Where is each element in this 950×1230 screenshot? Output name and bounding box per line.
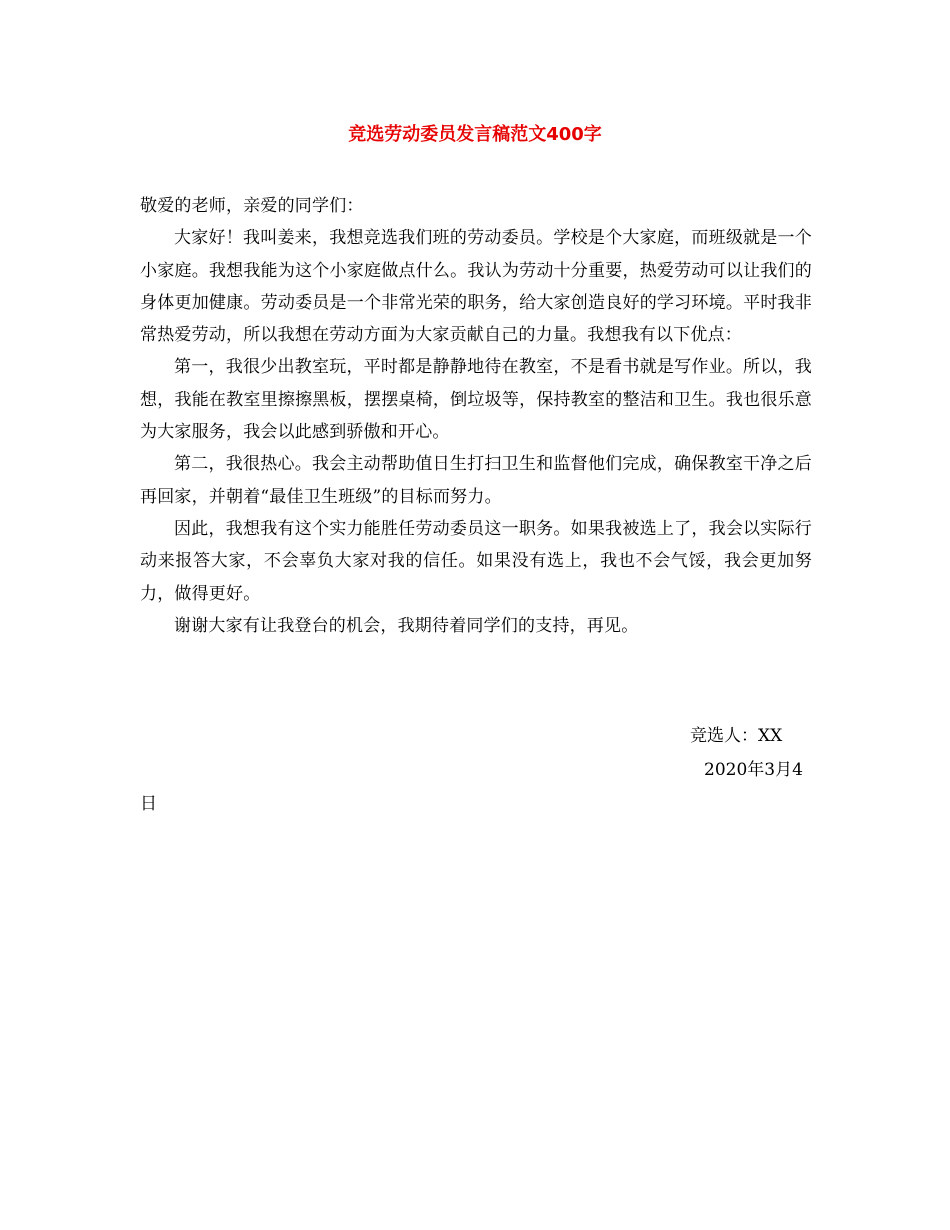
paragraph-first-point: 第一，我很少出教室玩，平时都是静静地待在教室，不是看书就是写作业。所以，我想，我能在教室里擦擦黑板，摆摆桌椅，倒垃圾等，保持教室的整洁和卫生。我也很乐意为大家服务，我会以此感到骄傲和开心。 xyxy=(140,357,812,443)
date-line-tail: 日 xyxy=(140,794,157,814)
date-line: 2020年3月4 xyxy=(704,760,803,780)
document-body xyxy=(140,190,812,642)
document-title: 竞选劳动委员发言稿范文400字 xyxy=(348,124,602,145)
paragraph-conclusion: 因此，我想我有这个实力能胜任劳动委员这一职务。如果我被选上了，我会以实际行动来报答大家，不会辜负大家对我的信任。如果没有选上，我也不会气馁，我会更加努力，做得更好。 xyxy=(140,518,812,604)
paragraph-thanks: 谢谢大家有让我登台的机会，我期待着同学们的支持，再见。 xyxy=(174,615,639,636)
salutation: 敬爱的老师，亲爱的同学们： xyxy=(140,196,364,216)
paragraph-second-point: 第二，我很热心。我会主动帮助值日生打扫卫生和监督他们完成，确保教室干净之后再回家，并朝着“最佳卫生班级”的目标而努力。 xyxy=(140,454,812,507)
paragraph-intro: 大家好！我叫姜来，我想竞选我们班的劳动委员。学校是个大家庭，而班级就是一个小家庭。我想我能为这个小家庭做点什么。我认为劳动十分重要，热爱劳动可以让我们的身体更加健康。劳动委员是一个非常光荣的职务，给大家创造良好的学习环境。平时我非常热爱劳动，所以我想在劳动方面为大家贡献自己的力量。我想我有以下优点： xyxy=(140,228,812,346)
signature-line: 竞选人：XX xyxy=(690,726,783,746)
